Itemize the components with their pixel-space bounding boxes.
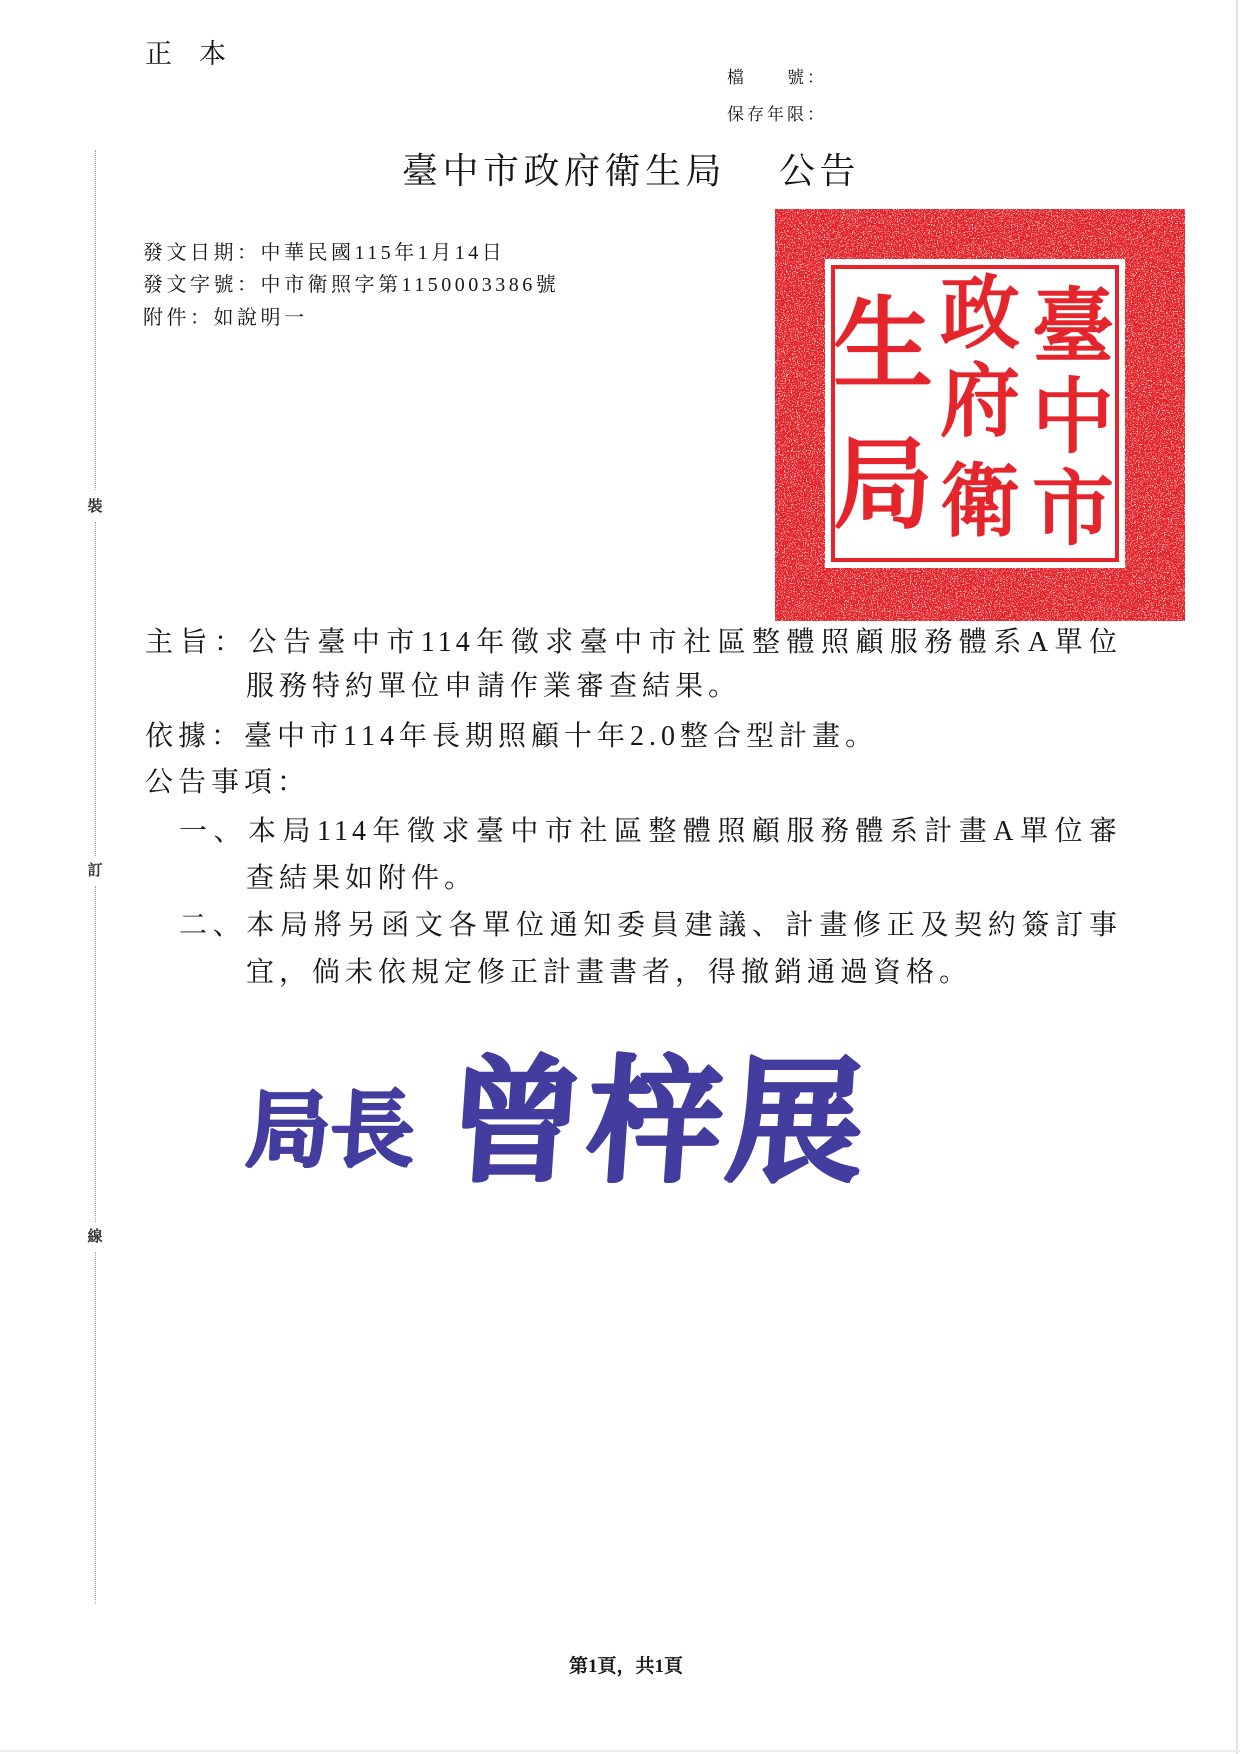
attachment-label: 附件：: [143, 307, 214, 329]
file-number-label: 檔 號：: [727, 68, 827, 87]
file-number-field: [727, 66, 827, 90]
seal-char: 府: [940, 354, 1020, 448]
item-1-text: 本局114年徵求臺中市社區整體照顧服務體系計畫A單位審: [248, 816, 1121, 847]
agency-seal-stamp: [775, 209, 1185, 621]
subject-line-1: [145, 623, 1121, 663]
item-2-text: 本局將另函文各單位通知委員建議、計畫修正及契約簽訂事: [246, 910, 1121, 941]
copy-type-label: 正 本: [145, 39, 226, 69]
seal-char: 市: [1031, 461, 1115, 557]
seal-char: 中: [1031, 369, 1115, 465]
seal-char: 政: [940, 266, 1020, 360]
subject-text: 公告臺中市114年徵求臺中市社區整體照顧服務體系A單位: [248, 627, 1121, 658]
basis-line: [145, 717, 878, 757]
binding-dotted-line: [95, 522, 96, 856]
scan-edge-right: [1236, 0, 1238, 1754]
issue-date-value: 中華民國115年1月14日: [260, 242, 506, 264]
seal-char: 臺: [1031, 279, 1115, 375]
binding-mark-ding: 訂: [87, 863, 103, 879]
attachment-row: [143, 304, 308, 332]
issue-date-row: [143, 239, 505, 267]
document-type-title: 公告: [779, 151, 861, 191]
item-2-line-1: [179, 906, 1121, 946]
subject-label: 主旨：: [145, 627, 249, 658]
reference-number-label: 發文字號：: [143, 274, 261, 296]
item-1-line-1: [179, 812, 1121, 852]
binding-dotted-line: [95, 886, 96, 1222]
reference-number-value: 中市衛照字第1150003386號: [260, 274, 560, 296]
binding-dotted-line: [95, 150, 96, 490]
basis-label: 依據：: [145, 721, 245, 752]
item-1-line-2: 查結果如附件。: [246, 863, 478, 894]
seal-char: 生: [833, 285, 933, 403]
item-1-marker: 一、: [179, 816, 248, 847]
signatory-name-stamp: 曾梓展: [441, 1042, 873, 1202]
items-heading: 公告事項：: [145, 767, 311, 798]
signatory-title-stamp: 局長: [243, 1080, 417, 1179]
issuing-agency-title: 臺中市政府衛生局: [402, 151, 727, 191]
seal-char: 局: [833, 425, 933, 543]
seal-char: 衛: [940, 454, 1020, 548]
scan-edge-bottom: [0, 1750, 1240, 1752]
binding-mark-xian: 線: [87, 1229, 103, 1245]
issue-date-label: 發文日期：: [143, 242, 261, 264]
binding-mark-zhuang: 裝: [87, 499, 103, 515]
subject-line-2: 服務特約單位申請作業審查結果。: [246, 671, 742, 702]
basis-text: 臺中市114年長期照顧十年2.0整合型計畫。: [244, 721, 878, 752]
attachment-value: 如說明一: [213, 307, 308, 329]
binding-dotted-line: [95, 1252, 96, 1604]
item-2-line-2: 宜，倘未依規定修正計畫書者，得撤銷通過資格。: [246, 957, 973, 988]
retention-period-field: [727, 103, 827, 127]
page-number: 第1頁，共1頁: [568, 1656, 683, 1677]
retention-period-label: 保存年限：: [727, 105, 827, 124]
item-2-marker: 二、: [179, 910, 247, 941]
reference-number-row: [143, 271, 559, 299]
